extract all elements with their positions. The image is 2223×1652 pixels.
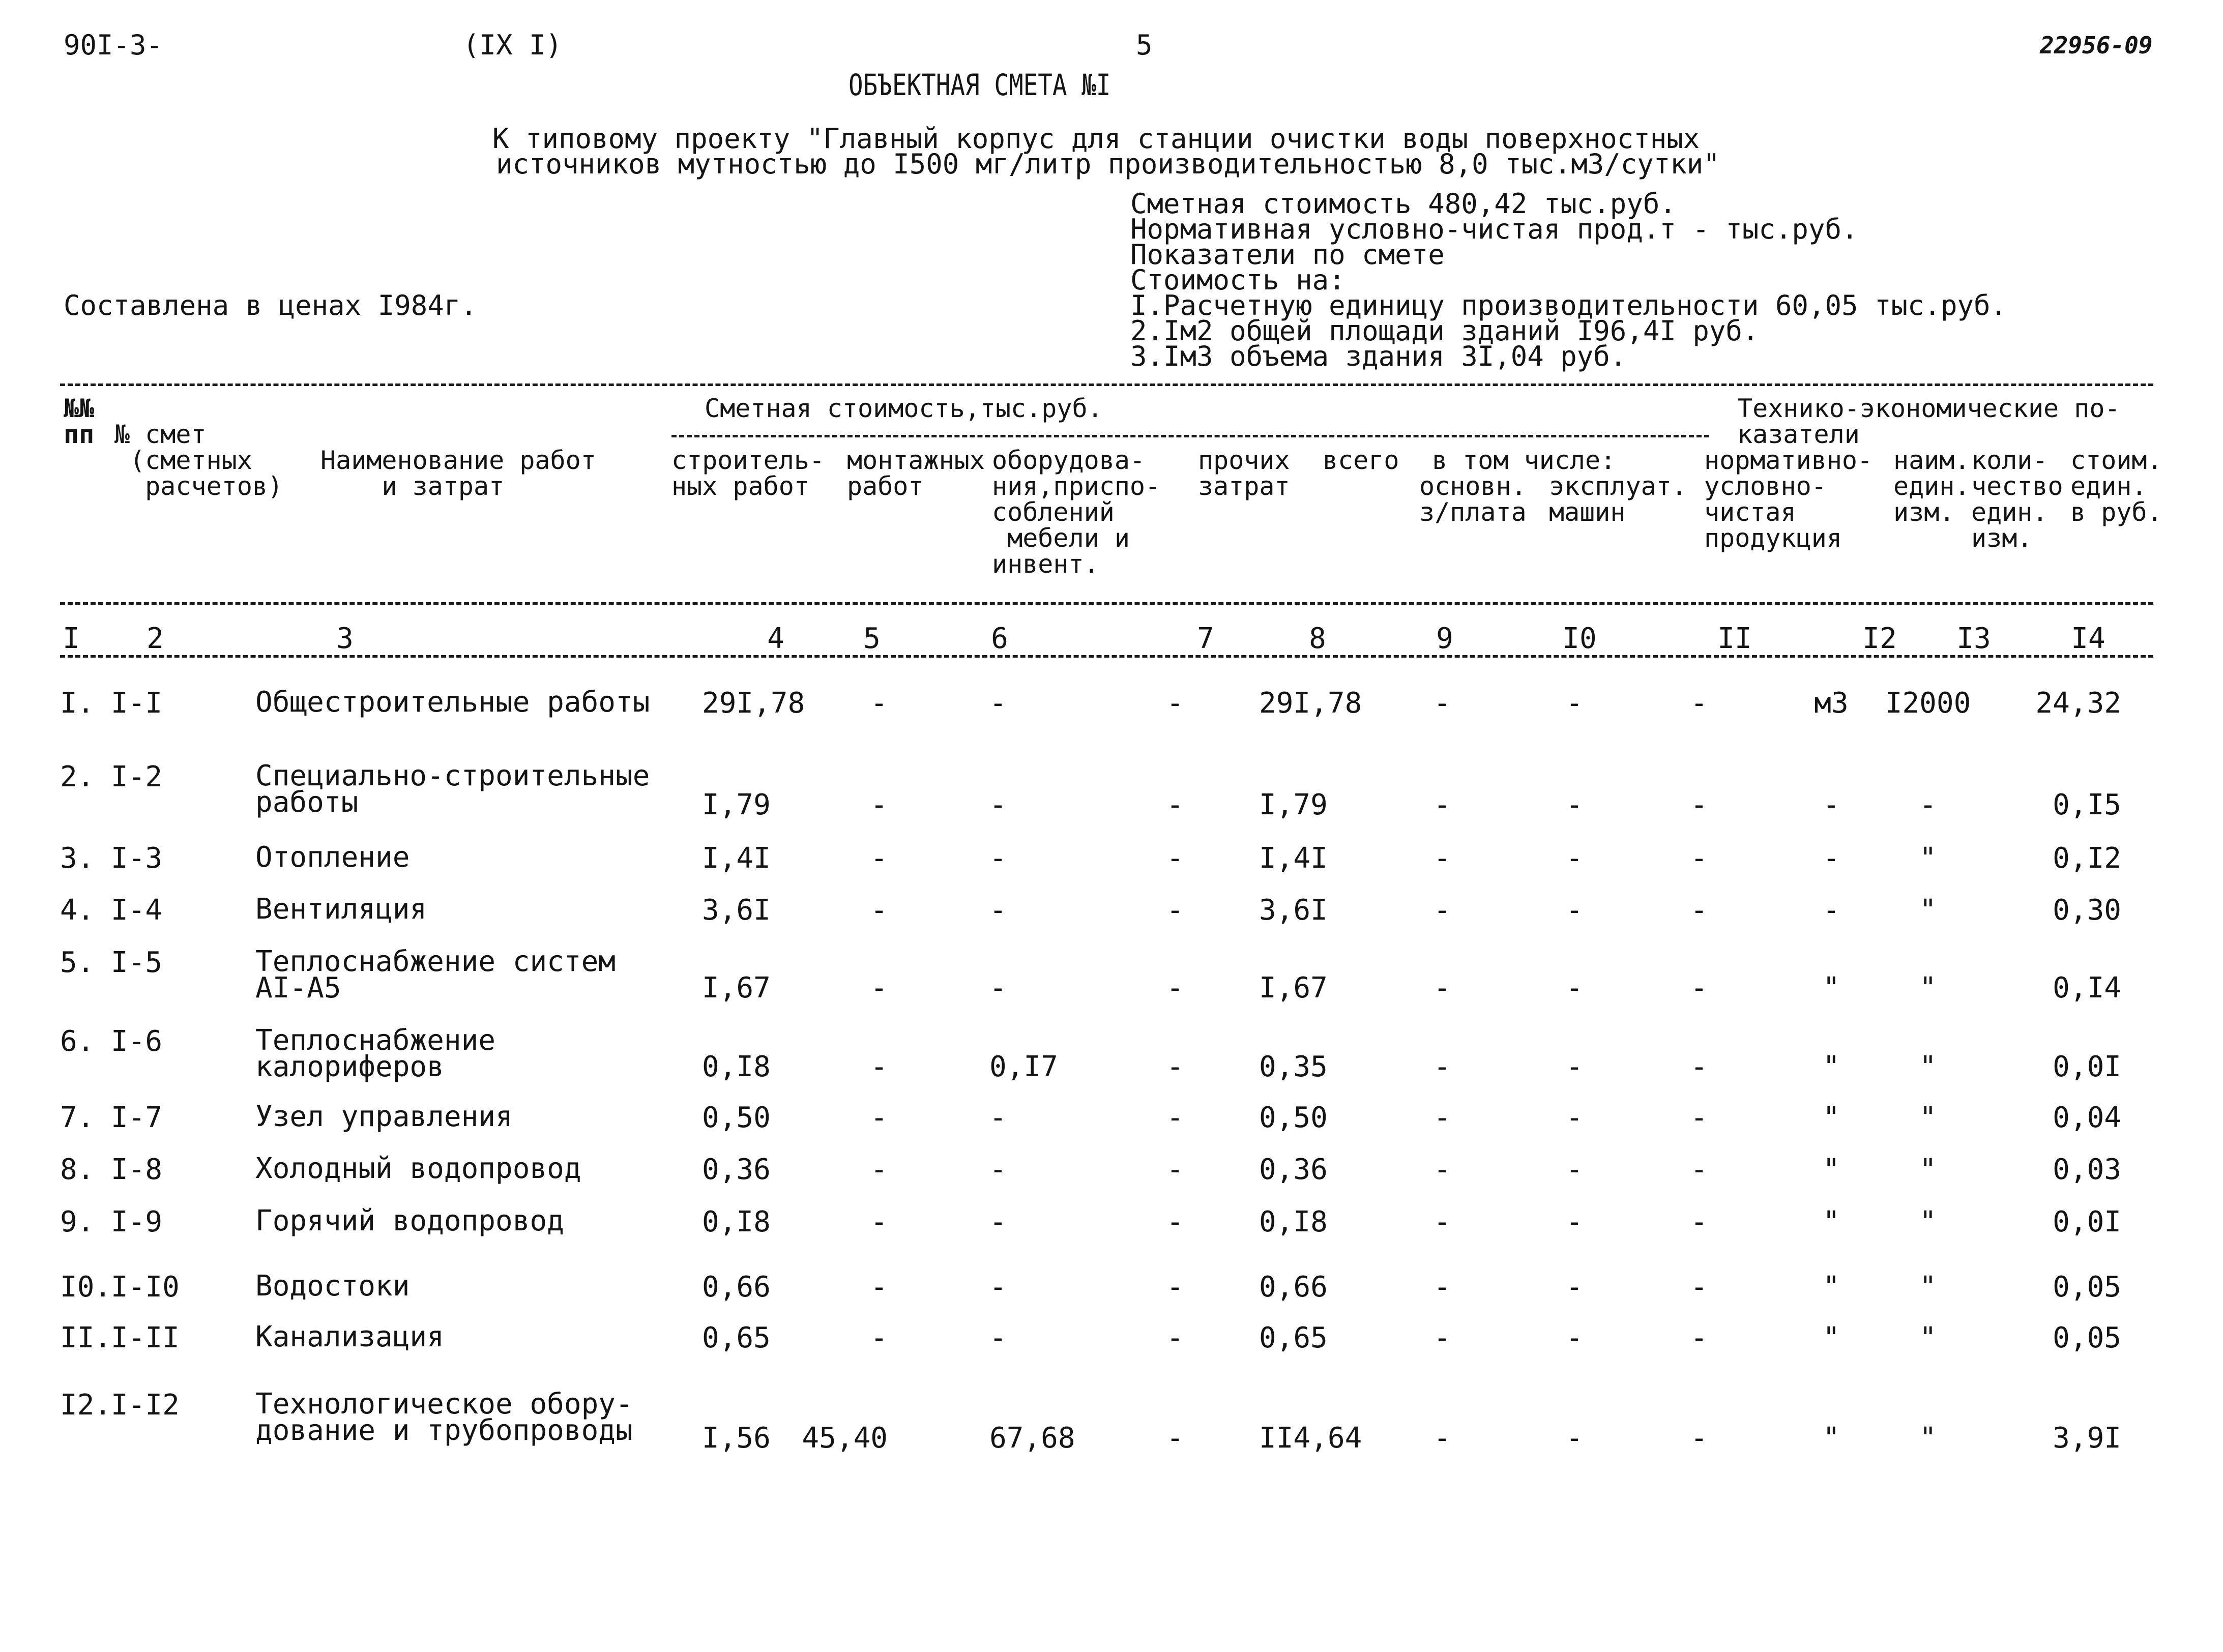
cell-wage: - (1434, 894, 1451, 927)
work-name: Вентиляция (255, 893, 427, 926)
summary-line-5: I.Расчетную единицу производительности 60,05 тыс.руб. (1130, 289, 2007, 321)
cell-mach: - (1566, 1050, 1583, 1083)
col-header-qty: коли- чество един. изм. (1971, 446, 2063, 553)
col-header-name: Наименование работ и затрат (320, 446, 596, 501)
cell-norm: - (1690, 1101, 1708, 1134)
cell-total: II4,64 (1259, 1422, 1362, 1455)
cell-price: 0,05 (2053, 1271, 2121, 1304)
col-number: 9 (1436, 622, 1453, 655)
cell-total: I,4I (1259, 842, 1328, 875)
cell-unit: " (1823, 1422, 1840, 1455)
cell-wage: - (1434, 1205, 1451, 1238)
cell-norm: - (1690, 1422, 1708, 1455)
cell-total: 0,I8 (1259, 1205, 1328, 1238)
cell-total: 29I,78 (1259, 687, 1362, 720)
col-number: I4 (2071, 622, 2105, 655)
cell-unit: " (1823, 1153, 1840, 1186)
cell-build: I,67 (702, 971, 771, 1005)
column-numbers-rule (60, 655, 2153, 658)
cell-price: 0,05 (2053, 1321, 2121, 1354)
volume-number: (IX I) (463, 29, 563, 61)
cell-mach: - (1566, 971, 1583, 1005)
cell-norm: - (1690, 1050, 1708, 1083)
cell-qty: " (1919, 1205, 1937, 1238)
estimate-ref: I-I2 (111, 1389, 180, 1422)
work-name: Канализация (255, 1320, 444, 1353)
cell-equip: - (989, 1271, 1007, 1304)
cell-build: I,4I (702, 842, 771, 875)
cell-build: 0,I8 (702, 1050, 771, 1083)
cell-build: 3,6I (702, 894, 771, 927)
row-number: I. (60, 687, 95, 720)
col-number: 4 (767, 622, 784, 655)
cell-unit: " (1823, 1205, 1840, 1238)
cell-mach: - (1566, 1153, 1583, 1186)
cell-other: - (1166, 894, 1184, 927)
estimate-ref: I-II (111, 1321, 180, 1354)
cell-unit: " (1823, 1050, 1840, 1083)
col-header-nn: №№ пп (64, 394, 95, 449)
series-code: 90I-3- (64, 29, 163, 61)
cell-build: 0,50 (702, 1101, 771, 1134)
cell-total: 0,50 (1259, 1101, 1328, 1134)
cell-qty: " (1919, 1101, 1937, 1134)
cell-equip: 67,68 (989, 1422, 1075, 1455)
cell-other: - (1166, 1101, 1184, 1134)
cell-build: 29I,78 (702, 687, 805, 720)
cell-price: 3,9I (2053, 1422, 2121, 1455)
cell-price: 0,0I (2053, 1205, 2121, 1238)
document-title: ОБЪЕКТНАЯ СМЕТА №I (849, 68, 1111, 102)
cell-wage: - (1434, 1321, 1451, 1354)
project-line-2: источников мутностью до I500 мг/литр производительностью 8,0 тыс.м3/сутки" (496, 148, 1720, 180)
col-header-mach: эксплуат. машин (1549, 471, 1687, 527)
cell-mount: - (870, 1205, 888, 1238)
cell-other: - (1166, 788, 1184, 821)
cell-build: 0,65 (702, 1321, 771, 1354)
col-number: 6 (991, 622, 1008, 655)
summary-line-7: 3.Iм3 объема здания 3I,04 руб. (1130, 340, 1627, 372)
summary-line-4: Стоимость на: (1130, 264, 1345, 296)
col-number: I3 (1956, 622, 1991, 655)
col-number: I2 (1862, 622, 1897, 655)
col-header-wage: основн. з/плата (1419, 471, 1527, 527)
work-name: Специально-строительные работы (255, 759, 650, 819)
col-header-unit: наим. един. изм. (1893, 446, 1970, 527)
cell-norm: - (1690, 971, 1708, 1005)
work-name: Теплоснабжение систем AI-A5 (255, 945, 616, 1005)
cell-qty: " (1919, 1153, 1937, 1186)
cell-build: 0,66 (702, 1271, 771, 1304)
cell-other: - (1166, 842, 1184, 875)
cell-other: - (1166, 1153, 1184, 1186)
row-number: 6. (60, 1025, 95, 1058)
cell-qty: " (1919, 1422, 1937, 1455)
cell-qty: " (1919, 894, 1937, 927)
row-number: 5. (60, 946, 95, 979)
cell-mount: - (870, 1153, 888, 1186)
cell-price: 24,32 (2035, 687, 2121, 720)
cell-mount: - (870, 788, 888, 821)
cell-unit: " (1823, 1321, 1840, 1354)
cell-other: - (1166, 1205, 1184, 1238)
cell-wage: - (1434, 1153, 1451, 1186)
cell-mach: - (1566, 842, 1583, 875)
cell-price: 0,0I (2053, 1050, 2121, 1083)
col-number: II (1717, 622, 1752, 655)
col-number: 5 (863, 622, 881, 655)
cell-equip: - (989, 894, 1007, 927)
col-header-incl: в том числе: (1432, 446, 1616, 475)
row-number: 4. (60, 894, 95, 927)
header-bottom-rule (60, 602, 2153, 605)
cell-equip: - (989, 1101, 1007, 1134)
cell-equip: - (989, 1153, 1007, 1186)
work-name: Общестроительные работы (255, 686, 650, 719)
work-name: Узел управления (255, 1100, 513, 1133)
col-header-total: всего (1323, 446, 1399, 475)
row-number: II. (60, 1321, 112, 1354)
cell-equip: - (989, 1321, 1007, 1354)
price-basis: Составлена в ценах I984г. (64, 289, 477, 321)
cell-unit: - (1823, 788, 1840, 821)
cell-equip: - (989, 1205, 1007, 1238)
cell-equip: - (989, 788, 1007, 821)
col-header-other: прочих затрат (1198, 446, 1290, 501)
col-number: 2 (147, 622, 164, 655)
row-number: I2. (60, 1389, 112, 1422)
cell-mount: - (870, 1321, 888, 1354)
estimate-ref: I-I (111, 687, 163, 720)
cell-total: 0,36 (1259, 1153, 1328, 1186)
cell-mach: - (1566, 1101, 1583, 1134)
estimate-ref: I-7 (111, 1101, 163, 1134)
cell-build: 0,I8 (702, 1205, 771, 1238)
cell-qty: " (1919, 842, 1937, 875)
col-header-smet: № смет (сметных расчетов) (114, 420, 283, 501)
cell-mount: 45,40 (802, 1422, 888, 1455)
cell-other: - (1166, 1271, 1184, 1304)
document-reference: 22956-09 (2040, 32, 2153, 59)
estimate-ref: I-8 (111, 1153, 163, 1186)
row-number: 9. (60, 1205, 95, 1238)
cell-mount: - (870, 842, 888, 875)
col-header-norm: нормативно- условно- чистая продукция (1704, 446, 1873, 553)
col-number: I0 (1562, 622, 1597, 655)
col-header-price: стоим. един. в руб. (2070, 446, 2162, 527)
cell-total: 3,6I (1259, 894, 1328, 927)
cell-norm: - (1690, 1153, 1708, 1186)
cell-mach: - (1566, 1271, 1583, 1304)
cell-mach: - (1566, 1205, 1583, 1238)
cell-other: - (1166, 1050, 1184, 1083)
estimate-ref: I-9 (111, 1205, 163, 1238)
cell-qty: " (1919, 971, 1937, 1005)
cell-norm: - (1690, 1271, 1708, 1304)
summary-line-2: Нормативная условно-чистая прод.т - тыс.руб. (1130, 213, 1858, 245)
cell-norm: - (1690, 1205, 1708, 1238)
summary-line-1: Сметная стоимость 480,42 тыс.руб. (1130, 188, 1676, 220)
cell-qty: - (1919, 788, 1937, 821)
cell-other: - (1166, 971, 1184, 1005)
cell-mount: - (870, 687, 888, 720)
cell-other: - (1166, 1321, 1184, 1354)
cell-total: 0,65 (1259, 1321, 1328, 1354)
cell-norm: - (1690, 1321, 1708, 1354)
cell-qty: " (1919, 1271, 1937, 1304)
work-name: Холодный водопровод (255, 1152, 581, 1185)
row-number: 7. (60, 1101, 95, 1134)
cell-total: 0,66 (1259, 1271, 1328, 1304)
col-number: 7 (1197, 622, 1214, 655)
cell-other: - (1166, 687, 1184, 720)
cell-wage: - (1434, 1422, 1451, 1455)
cell-qty: " (1919, 1050, 1937, 1083)
estimate-ref: I-3 (111, 842, 163, 875)
estimate-ref: I-4 (111, 894, 163, 927)
work-name: Водостоки (255, 1270, 410, 1303)
cell-mount: - (870, 1050, 888, 1083)
table-top-rule (60, 383, 2153, 386)
cell-wage: - (1434, 1050, 1451, 1083)
cell-price: 0,I2 (2053, 842, 2121, 875)
estimate-ref: I-I0 (111, 1271, 180, 1304)
cell-equip: - (989, 842, 1007, 875)
cell-mount: - (870, 1271, 888, 1304)
cell-qty: I2000 (1885, 687, 1971, 720)
cell-wage: - (1434, 1101, 1451, 1134)
work-name: Теплоснабжение калориферов (255, 1024, 496, 1083)
cell-equip: - (989, 971, 1007, 1005)
page-number: 5 (1136, 29, 1153, 61)
cell-mach: - (1566, 1422, 1583, 1455)
col-number: I (63, 622, 80, 655)
row-number: I0. (60, 1271, 112, 1304)
cell-mount: - (870, 894, 888, 927)
cost-group-rule (671, 435, 1709, 437)
col-number: 8 (1309, 622, 1326, 655)
cell-total: I,67 (1259, 971, 1328, 1005)
summary-line-3: Показатели по смете (1130, 239, 1445, 271)
cell-unit: " (1823, 1271, 1840, 1304)
cell-wage: - (1434, 687, 1451, 720)
cell-build: I,79 (702, 788, 771, 821)
col-header-build: строитель- ных работ (671, 446, 825, 501)
cell-mach: - (1566, 894, 1583, 927)
cell-total: I,79 (1259, 788, 1328, 821)
cell-price: 0,I4 (2053, 971, 2121, 1005)
cell-equip: - (989, 687, 1007, 720)
cell-mach: - (1566, 1321, 1583, 1354)
cell-mount: - (870, 1101, 888, 1134)
cell-wage: - (1434, 971, 1451, 1005)
cell-qty: " (1919, 1321, 1937, 1354)
cell-equip: 0,I7 (989, 1050, 1058, 1083)
cell-price: 0,04 (2053, 1101, 2121, 1134)
cell-unit: - (1823, 894, 1840, 927)
row-number: 2. (60, 760, 95, 793)
cell-norm: - (1690, 842, 1708, 875)
project-line-1: К типовому проекту "Главный корпус для станции очистки воды поверхностных (492, 123, 1700, 155)
col-header-equip: оборудова- ния,приспо- соблений мебели и инвент. (992, 446, 1161, 579)
estimate-ref: I-2 (111, 760, 163, 793)
cell-unit: - (1823, 842, 1840, 875)
cell-unit: " (1823, 1101, 1840, 1134)
col-number: 3 (336, 622, 354, 655)
cell-total: 0,35 (1259, 1050, 1328, 1083)
cell-mach: - (1566, 687, 1583, 720)
row-number: 3. (60, 842, 95, 875)
cell-norm: - (1690, 894, 1708, 927)
cell-price: 0,30 (2053, 894, 2121, 927)
cell-build: I,56 (702, 1422, 771, 1455)
cell-norm: - (1690, 788, 1708, 821)
cell-norm: - (1690, 687, 1708, 720)
work-name: Технологическое обору- дование и трубопроводы (255, 1388, 633, 1447)
estimate-ref: I-5 (111, 946, 163, 979)
cell-wage: - (1434, 788, 1451, 821)
work-name: Горячий водопровод (255, 1204, 564, 1237)
row-number: 8. (60, 1153, 95, 1186)
cell-wage: - (1434, 1271, 1451, 1304)
cell-mount: - (870, 971, 888, 1005)
cell-build: 0,36 (702, 1153, 771, 1186)
estimate-ref: I-6 (111, 1025, 163, 1058)
cell-unit: м3 (1814, 687, 1849, 720)
col-header-cost-group: Сметная стоимость,тыс.руб. (705, 394, 1103, 423)
cell-wage: - (1434, 842, 1451, 875)
cell-other: - (1166, 1422, 1184, 1455)
work-name: Отопление (255, 841, 410, 874)
cell-unit: " (1823, 971, 1840, 1005)
cell-mach: - (1566, 788, 1583, 821)
col-header-tech-group: Технико-экономические по- казатели (1737, 394, 2120, 449)
summary-line-6: 2.Iм2 общей площади зданий I96,4I руб. (1130, 315, 1759, 347)
cell-price: 0,I5 (2053, 788, 2121, 821)
cell-price: 0,03 (2053, 1153, 2121, 1186)
col-header-mount: монтажных работ (847, 446, 985, 501)
